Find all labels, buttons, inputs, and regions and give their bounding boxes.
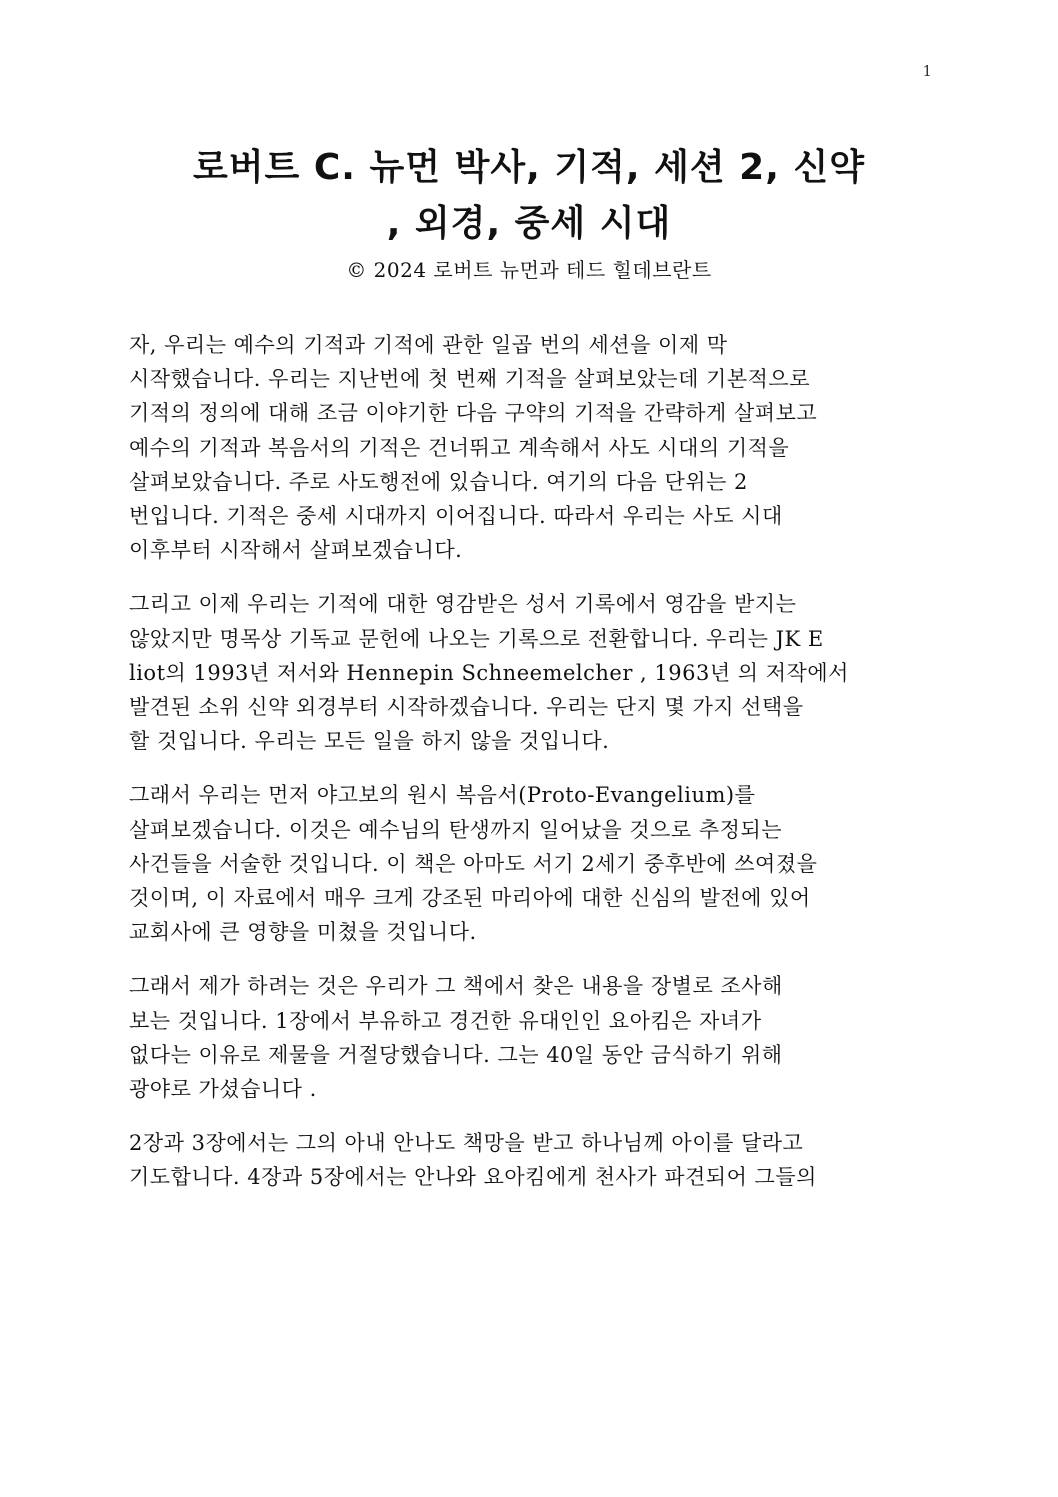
text-line: 살펴보았습니다. 주로 사도행전에 있습니다. 여기의 다음 단위는 2 [129, 469, 748, 494]
paragraph [129, 1126, 929, 1194]
text-line: 없다는 이유로 제물을 거절당했습니다. 그는 40일 동안 금식하기 위해 [129, 1042, 783, 1067]
copyright-line: © 2024 로버트 뉴먼과 테드 힐데브란트 [346, 258, 712, 282]
text-line: 예수의 기적과 복음서의 기적은 건너뛰고 계속해서 사도 시대의 기적을 [129, 435, 790, 460]
text-line: 발견된 소위 신약 외경부터 시작하겠습니다. 우리는 단지 몇 가지 선택을 [129, 695, 804, 720]
text-line: 그리고 이제 우리는 기적에 대한 영감받은 성서 기록에서 영감을 받지는 [129, 592, 797, 617]
text-line: 않았지만 명목상 기독교 문헌에 나오는 기록으로 전환합니다. 우리는 JK E [129, 626, 824, 651]
title-block [120, 140, 938, 286]
text-line: 그래서 우리는 먼저 야고보의 원시 복음서(Proto-Evangelium)를 [129, 783, 756, 808]
text-line: 번입니다. 기적은 중세 시대까지 이어집니다. 따라서 우리는 사도 시대 [129, 504, 783, 529]
page-number: 1 [922, 62, 932, 80]
text-line: 시작했습니다. 우리는 지난번에 첫 번째 기적을 살펴보았는데 기본적으로 [129, 367, 810, 392]
title-line-2: , 외경, 중세 시대 [386, 203, 672, 244]
text-line: 기적의 정의에 대해 조금 이야기한 다음 구약의 기적을 간략하게 살펴보고 [129, 401, 818, 426]
text-line: 사건들을 서술한 것입니다. 이 책은 아마도 서기 2세기 중후반에 쓰여졌을 [129, 851, 818, 876]
text-line: liot의 1993년 저서와 Hennepin Schneemelcher , 1963년 의 저작에서 [129, 660, 849, 685]
text-line: 광야로 가셨습니다 . [129, 1077, 317, 1102]
text-line: 그래서 제가 하려는 것은 우리가 그 책에서 찾은 내용을 장별로 조사해 [129, 974, 783, 999]
text-line: 기도합니다. 4장과 5장에서는 안나와 요아킴에게 천사가 파견되어 그들의 [129, 1165, 817, 1190]
paragraph [129, 587, 929, 758]
title-line-1: 로버트 C. 뉴먼 박사, 기적, 세션 2, 신약 [193, 147, 865, 188]
text-line: 것이며, 이 자료에서 매우 크게 강조된 마리아에 대한 신심의 발전에 있어 [129, 886, 811, 911]
paragraph [129, 328, 929, 567]
paragraph [129, 969, 929, 1106]
text-line: 할 것입니다. 우리는 모든 일을 하지 않을 것입니다. [129, 729, 610, 754]
paragraph [129, 778, 929, 949]
text-line: 이후부터 시작해서 살펴보겠습니다. [129, 538, 463, 563]
text-line: 보는 것입니다. 1장에서 부유하고 경건한 유대인인 요아킴은 자녀가 [129, 1008, 762, 1033]
text-line: 살펴보겠습니다. 이것은 예수님의 탄생까지 일어났을 것으로 추정되는 [129, 817, 783, 842]
text-line: 자, 우리는 예수의 기적과 기적에 관한 일곱 번의 세션을 이제 막 [129, 333, 728, 357]
text-line: 교회사에 큰 영향을 미쳤을 것입니다. [129, 920, 477, 945]
text-line: 2장과 3장에서는 그의 아내 안나도 책망을 받고 하나님께 아이를 달라고 [129, 1131, 804, 1156]
body-text [129, 328, 929, 1215]
